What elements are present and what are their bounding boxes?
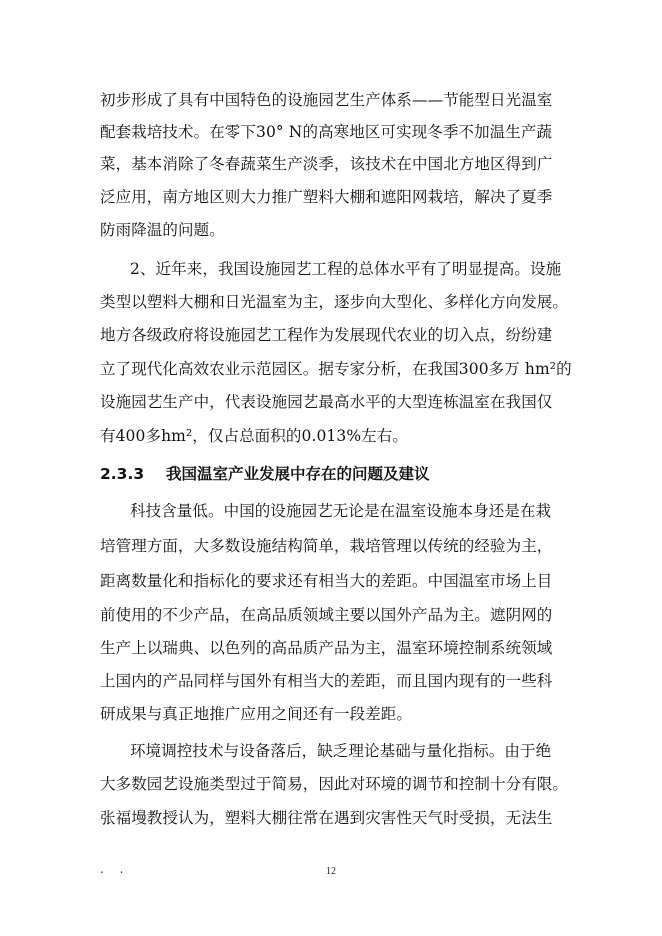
p4-line-2: 大多数园艺设施类型过于简易，因此对环境的调节和控制十分有限。	[100, 775, 569, 793]
p3-line-7: 研成果与真正地推广应用之间还有一段差距。	[100, 705, 413, 723]
p2-line-4: 立了现代化高效农业示范园区。据专家分析，在我国300多万 hm²的	[100, 360, 572, 378]
p1-line-3: 菜，基本消除了冬春蔬菜生产淡季，该技术在中国北方地区得到广	[100, 155, 553, 173]
section-title: 我国温室产业发展中存在的问题及建议	[166, 465, 430, 483]
p2-line-6: 有400多hm²，仅占总面积的0.013%左右。	[100, 427, 408, 445]
p3-line-3: 距离数量化和指标化的要求还有相当大的差距。中国温室市场上目	[100, 572, 553, 590]
section-heading	[100, 459, 562, 489]
p3-line-1: 科技含量低。中国的设施园艺无论是在温室设施本身还是在栽	[130, 502, 552, 520]
p3-line-2: 培管理方面，大多数设施结构简单，栽培管理以传统的经验为主，	[100, 537, 553, 555]
p1-line-1: 初步形成了具有中国特色的设施园艺生产体系——节能型日光温室	[100, 91, 553, 109]
p3-line-4: 前使用的不少产品，在高品质领域主要以国外产品为主。遮阴网的	[100, 606, 553, 624]
page-number: 12	[326, 866, 336, 877]
p4-line-1: 环境调控技术与设备落后，缺乏理论基础与量化指标。由于绝	[130, 742, 552, 760]
p1-line-5: 防雨降温的问题。	[100, 221, 225, 239]
section-number: 2.3.3	[100, 465, 145, 483]
p2-line-1: 2、近年来，我国设施园艺工程的总体水平有了明显提高。设施	[130, 260, 562, 278]
p1-line-2: 配套栽培技术。在零下30° N的高寒地区可实现冬季不加温生产蔬	[100, 123, 553, 141]
p2-line-2: 类型以塑料大棚和日光温室为主，逐步向大型化、多样化方向发展。	[100, 293, 569, 311]
p3-line-6: 上国内的产品同样与国外有相当大的差距，而且国内现有的一些科	[100, 672, 553, 690]
p1-line-4: 泛应用，南方地区则大力推广塑料大棚和遮阳网栽培，解决了夏季	[100, 188, 553, 206]
p4-line-3: 张福墁教授认为，塑料大棚往常在遇到灾害性天气时受损，无法生	[100, 809, 553, 827]
p2-line-5: 设施园艺生产中，代表设施园艺最高水平的大型连栋温室在我国仅	[100, 393, 553, 411]
p3-line-5: 生产上以瑞典、以色列的高品质产品为主，温室环境控制系统领域	[100, 639, 553, 657]
p2-line-3: 地方各级政府将设施园艺工程作为发展现代农业的切入点，纷纷建	[100, 326, 553, 344]
footer-dots: . .	[100, 862, 130, 876]
